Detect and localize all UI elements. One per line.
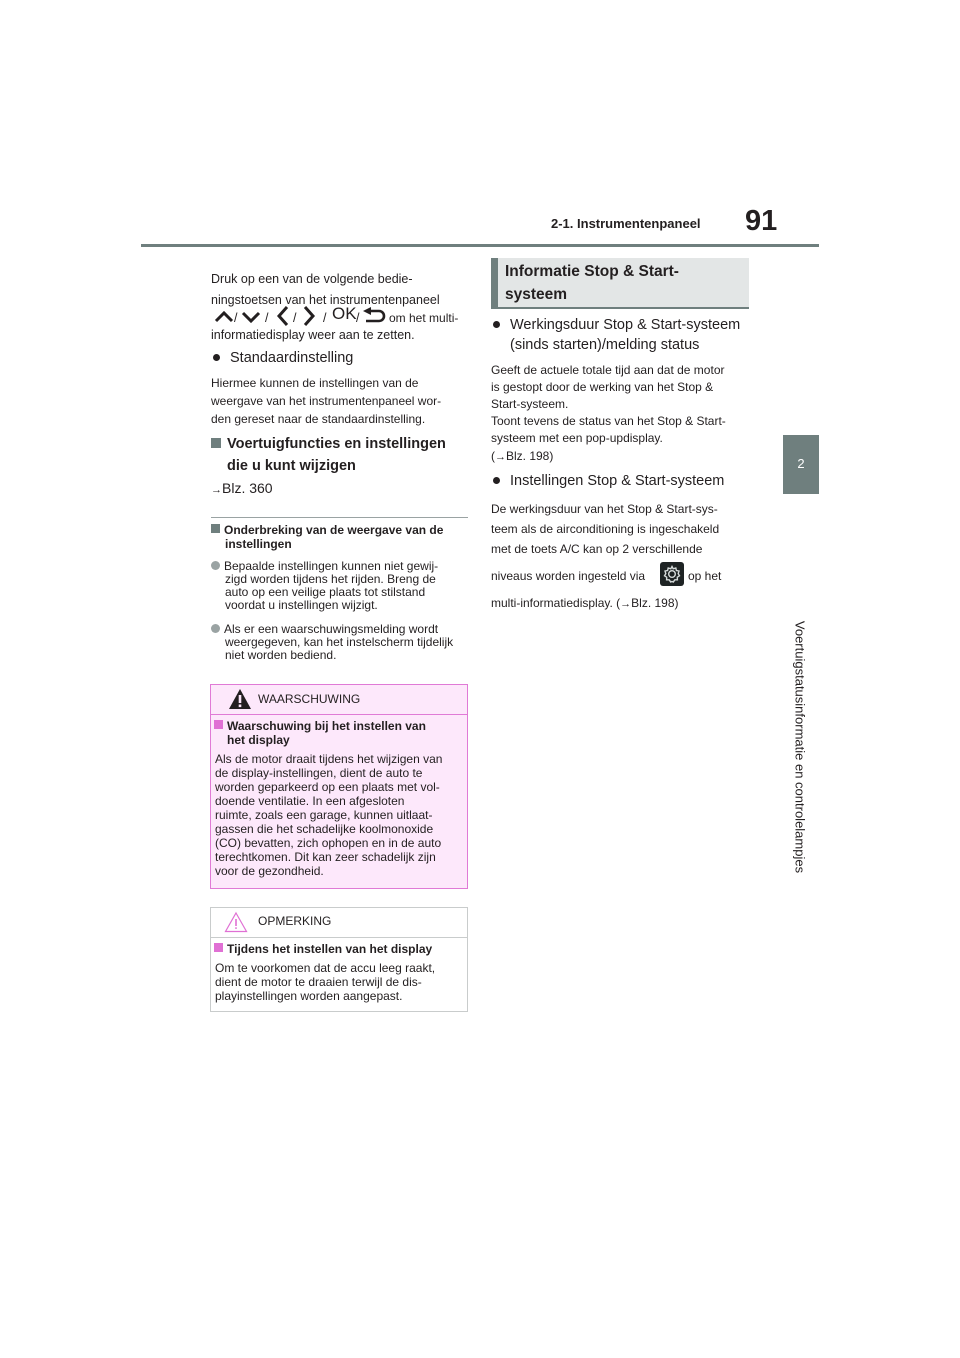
bullet-standard-setting: Standaardinstelling: [213, 350, 353, 366]
intro-line-2: ningstoetsen van het instrumentenpaneel: [211, 293, 440, 307]
warning-line: terechtkomen. Dit kan zeer schadelijk zijn: [215, 850, 436, 864]
section-title: 2-1. Instrumentenpaneel: [551, 216, 701, 231]
section-heading: Voertuigfuncties en instellingen: [211, 433, 446, 455]
square-marker: [214, 720, 223, 729]
notice-line: Om te voorkomen dat de accu leeg raakt,: [215, 961, 436, 975]
warning-title: WAARSCHUWING: [258, 692, 361, 706]
header-rule: [141, 244, 819, 247]
settings-text: op het: [688, 569, 722, 583]
notice-line: dient de motor te draaien terwijl de dis-: [215, 975, 422, 989]
divider: [211, 517, 468, 518]
info-heading-line-1: Informatie Stop & Start-: [505, 263, 679, 280]
square-marker: [211, 438, 221, 448]
page-reference-198[interactable]: Blz. 198): [631, 596, 679, 610]
separator: /: [234, 311, 238, 325]
square-marker: [211, 524, 220, 533]
note-item-1-line-3: auto op een veilige plaats tot stilstand: [225, 585, 426, 599]
duration-text: is gestopt door de werking van het Stop &: [491, 380, 714, 394]
standard-setting-line-2: weergave van het instrumentenpaneel wor-: [211, 394, 442, 408]
duration-text: Geeft de actuele totale tijd aan dat de motor: [491, 363, 725, 377]
ok-button-label: OK: [332, 304, 357, 323]
chevron-right-icon: [302, 304, 316, 328]
notice-line: playinstellingen worden aangepast.: [215, 989, 403, 1003]
chevron-up-icon: [213, 308, 238, 326]
warning-line: de display-instellingen, dient de auto te: [215, 766, 423, 780]
warning-line: voor de gezondheid.: [215, 864, 324, 878]
duration-text: Toont tevens de status van het Stop & Start-: [491, 414, 726, 428]
note-title-line-2: instellingen: [225, 537, 292, 551]
chapter-tab: [783, 435, 819, 494]
info-heading-bar: [491, 258, 498, 309]
arrow-right-icon: →: [620, 598, 632, 610]
note-title: Onderbreking van de weergave van de: [211, 524, 443, 537]
bullet-dot: [493, 477, 500, 484]
warning-subtitle: Waarschuwing bij het instellen van: [214, 720, 426, 733]
separator: /: [293, 311, 297, 325]
square-marker: [214, 943, 223, 952]
bullet-dot: [213, 354, 220, 361]
bullet-dot: [211, 561, 220, 570]
back-icon: [362, 307, 386, 327]
separator: /: [323, 311, 327, 325]
settings-gear-icon: [660, 562, 684, 586]
intro-line-1: Druk op een van de volgende bedie-: [211, 272, 413, 286]
separator: /: [356, 311, 360, 325]
bullet-dot: [493, 321, 500, 328]
page-reference-360[interactable]: →Blz. 360: [211, 480, 273, 496]
chevron-down-icon: [240, 308, 262, 326]
notice-title: OPMERKING: [258, 914, 332, 928]
page-reference-198[interactable]: (→Blz. 198): [491, 449, 554, 463]
standard-setting-line-1: Hiermee kunnen de instellingen van de: [211, 376, 419, 390]
settings-text: De werkingsduur van het Stop & Start-sys-: [491, 502, 718, 516]
caution-triangle-icon: [224, 911, 248, 933]
chapter-title: Voertuigstatusinformatie en controlelampjes: [792, 620, 808, 874]
warning-line: (CO) bevatten, zich ophopen en in de auto: [215, 836, 442, 850]
warning-line: worden geparkeerd op een plaats met vol-: [215, 780, 440, 794]
warning-line: doende ventilatie. In een afgesloten: [215, 794, 405, 808]
standard-setting-line-3: den gereset naar de standaardinstelling.: [211, 412, 426, 426]
warning-line: gassen die het schadelijke koolmonoxide: [215, 822, 434, 836]
settings-text: met de toets A/C kan op 2 verschillende: [491, 542, 703, 556]
info-heading-line-2: systeem: [505, 286, 568, 303]
settings-text: niveaus worden ingesteld via: [491, 569, 646, 583]
warning-subtitle-line-2: het display: [227, 733, 290, 747]
warning-line: Als de motor draait tijdens het wijzigen van: [215, 752, 443, 766]
settings-text-ref: multi-informatiedisplay. (→Blz. 198): [491, 596, 679, 610]
note-item-2-line-2: weergegeven, kan het instelscherm tijdelijk: [225, 635, 454, 649]
buttons-suffix: om het multi-: [389, 311, 459, 325]
note-item-1-line-4: voordat u instellingen wijzigt.: [225, 598, 378, 612]
arrow-right-icon: →: [495, 451, 506, 463]
bullet-dot: [211, 624, 220, 633]
notice-header: [210, 907, 468, 938]
settings-text: teem als de airconditioning is ingeschakeld: [491, 522, 720, 536]
bullet-duration: Werkingsduur Stop & Start-systeem: [493, 317, 740, 333]
duration-text: Start-systeem.: [491, 397, 569, 411]
warning-line: ruimte, zoals een garage, kunnen uitlaat-: [215, 808, 433, 822]
duration-text: systeem met een pop-updisplay.: [491, 431, 663, 445]
arrow-right-icon: →: [211, 484, 222, 496]
separator: /: [265, 311, 269, 325]
section-heading-line-2: die u kunt wijzigen: [227, 458, 356, 474]
note-item-1-line-2: zigd worden tijdens het rijden. Breng de: [225, 572, 436, 586]
note-item-1: Bepaalde instellingen kunnen niet gewij-: [211, 560, 438, 573]
warning-triangle-icon: [228, 688, 252, 710]
notice-subtitle: Tijdens het instellen van het display: [214, 943, 432, 956]
bullet-duration-line-2: (sinds starten)/melding status: [510, 337, 700, 353]
chapter-number: 2: [797, 456, 805, 471]
intro-line-4: informatiedisplay weer aan te zetten.: [211, 328, 415, 342]
bullet-stop-start-settings: Instellingen Stop & Start-systeem: [493, 473, 724, 489]
note-item-2: Als er een waarschuwingsmelding wordt: [211, 623, 438, 636]
chevron-left-icon: [276, 304, 290, 328]
note-item-2-line-3: niet worden bediend.: [225, 648, 337, 662]
page-number: 91: [745, 205, 778, 237]
